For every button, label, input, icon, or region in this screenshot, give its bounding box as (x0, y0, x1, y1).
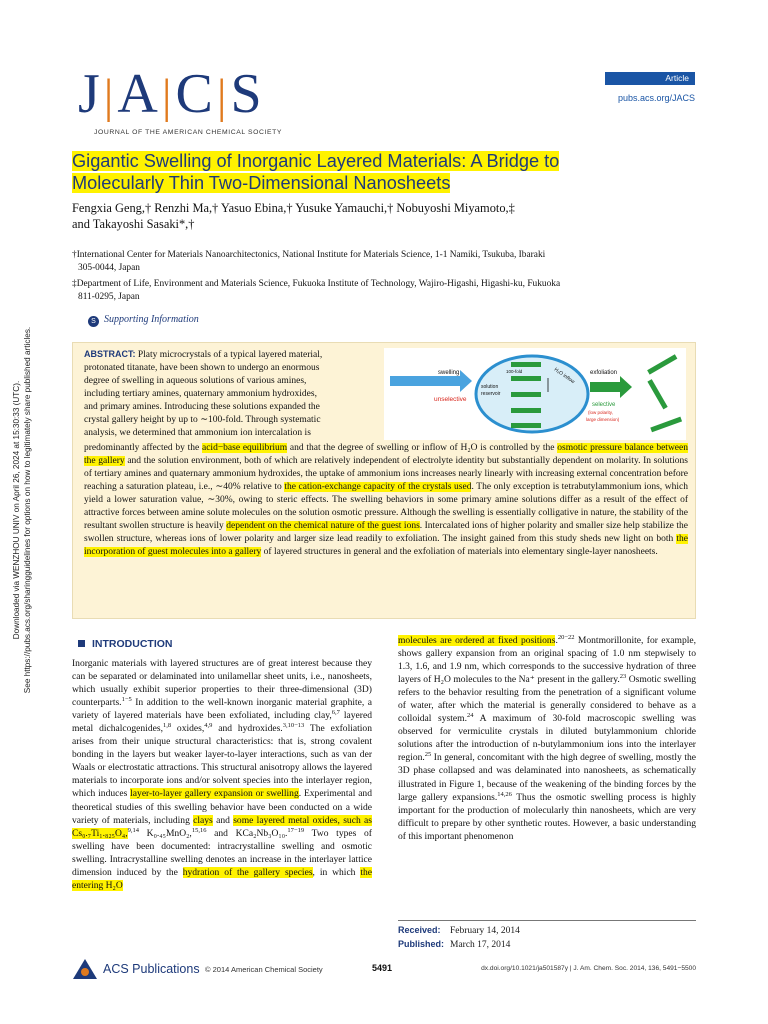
citation[interactable]: 20−22 (557, 633, 575, 641)
body-text: Thus the osmotic swelling process is highly important for the production of molecularly thin nanosheets, which are very difficult to prepare by other synthetic routes. However, a basic understanding of this important phenomenon (398, 791, 696, 842)
body-text: and (212, 814, 234, 826)
citation[interactable]: 1,8 (162, 722, 172, 730)
acs-emblem-icon (72, 958, 98, 980)
body-highlight: clays (193, 814, 213, 826)
body-text: A maximum of 30-fold macroscopic swelling was observed for vermiculite crystals in diluted butylammonium chloride solutions after the introduction of n-butylammonium ions into the interlayer region. (398, 713, 696, 764)
logo-subtitle: JOURNAL OF THE AMERICAN CHEMICAL SOCIETY (94, 129, 283, 136)
download-note (6, 310, 38, 710)
abstract-line: crystal gallery height by up to ∼100-fold. Through systematic (84, 415, 321, 426)
article-title (72, 150, 672, 194)
body-text: In addition to the well-known inorganic material graphite, a variety of layered materials have been exfoliated, including clay, (72, 697, 372, 722)
body-text: Two types of swelling have been documented: intracrystalline swelling and osmotic swelling. Intracrystalline swelling denotes an increase in the interlayer lattice dimension induced by the (72, 827, 372, 878)
nanosheet (511, 423, 541, 428)
body-text: Osmotic swelling refers to the behavior resulting from the penetration of a significant volume of water, after which the material is generally considered to behave as a colloidal system. (398, 674, 696, 725)
citation[interactable]: 23 (619, 672, 627, 680)
body-text: Inorganic materials with layered structures are of great interest because they can be separated or delaminated into unilamellar sheet units, i.e., nanosheets, which usually exhibit superior properties to their three-dimensional (3D) counterparts. (72, 658, 372, 709)
supporting-info-icon: S (88, 316, 99, 327)
nanosheet (511, 392, 541, 397)
body-highlight: layer-to-layer gallery expansion or swelling (130, 788, 299, 800)
citation[interactable]: 24 (466, 712, 474, 720)
body-text: , in which (312, 866, 361, 878)
abstract-line: protonated titanate, have been shown to undergo an enormous (84, 363, 320, 374)
abstract-highlight: the cation-exchange capacity of the crystals used (284, 482, 472, 493)
toc-unselective-label: unselective (434, 396, 467, 403)
abstract-text: and that the degree of swelling or inflow of H₂O is controlled by the (287, 443, 558, 453)
toc-selective-label: selective (592, 402, 616, 408)
body-text: The exfoliation arises from their unique structural characteristics: that is, strong covalent bonding in the layers but weaker layer-to-layer interactions, such as van der Waals or electrostatic attractions. This structural anisotropy allows the layered materials to incorporate ions and/or solvent species into the interlayer region, which induces (72, 723, 372, 800)
author-list (72, 200, 692, 232)
affiliation-1-line2: 305-0044, Japan (78, 262, 140, 273)
toc-swelling-label: swelling (438, 370, 460, 376)
journal-link[interactable]: pubs.acs.org/JACS (617, 93, 695, 103)
abstract-line: degree of swelling in aqueous solutions of various amines, (84, 376, 307, 387)
abstract-highlight: the incorporation of guest molecules into a gallery (84, 534, 688, 558)
abstract-text: and the solution environment, both of which are relatively independent of electrolyte identity but substantially dependent on molarity. In solutions of tertiary amines and quaternary ammonium hydroxides, the uptake of ammonium ions increases nearly linearly with increasing external concentration before reaching a saturation plateau, i.e., ∼40% relative to (84, 456, 688, 493)
citation[interactable]: 25 (424, 751, 432, 759)
abstract-text: predominantly affected by the (84, 443, 202, 453)
abstract-line: including tertiary amines, quaternary ammonium hydroxides, (84, 389, 317, 400)
body-text: layered metal dichalcogenides, (72, 710, 372, 735)
body-text: Montmorillonite, for example, shows gallery expansion from an original spacing of 1.0 nm stepwisely to 1.3, 1.6, and 1.9 nm, which corresponds to the successive hydration of three layers of H₂O molecules to the Na⁺ present in the gallery. (398, 635, 697, 686)
citation[interactable]: 6,7 (331, 709, 340, 717)
affiliation-2-line1: ‡Department of Life, Environment and Materials Science, Fukuoka Institute of Technology, Wajiro-Higashi, Higashi-ku, Fukuoka (72, 279, 561, 289)
toc-reservoir-label: reservoir (481, 391, 501, 397)
authors-line2: and Takayoshi Sasaki*,† (72, 217, 195, 231)
logo-letter-s: S (230, 63, 264, 125)
affiliation-2-line2: 811-0295, Japan (78, 291, 140, 302)
copyright: © 2014 American Chemical Society (205, 965, 323, 974)
title-line1: Gigantic Swelling of Inorganic Layered Materials: A Bridge to (72, 151, 560, 171)
body-text: K₀.₄₅MnO₂, (138, 827, 192, 839)
download-note-line2[interactable]: See https://pubs.acs.org/sharingguidelines for options on how to legitimately share published articles. (23, 326, 32, 694)
article-dates (398, 920, 696, 952)
download-note-line1: Downloaded via WENZHOU UNIV on April 26, 2024 at 15:30:33 (UTC). (12, 380, 21, 640)
abstract-top (84, 348, 384, 440)
nanosheet (511, 376, 541, 381)
authors-line1: Fengxia Geng,† Renzhi Ma,† Yasuo Ebina,† Yusuke Yamauchi,† Nobuyoshi Miyamoto,‡ (72, 201, 515, 215)
citation[interactable]: 1−5 (121, 695, 132, 703)
body-text: and hydroxides. (212, 723, 283, 735)
intro-right-column: molecules are ordered at fixed positions.$^{20-22}$ Montmorillonite, for example, shows gallery expansion from an original spacing of 1.0 nm stepwisely to 1.3, 1.6, and 1.9 nm, which corresponds to the successive hydration of three layers of H₂O molecules to the Na⁺ present in the gallery.$^{23}$ Osmotic swelling refers to the behavior resulting from the penetration of a significant volume of water, after which the material is generally considered to behave as a colloidal system.$^{24}$ A maximum of 30-fold macroscopic swelling was observed for vermiculite crystals in diluted butylammonium chloride solutions after the introduction of n-butylammonium ions into the interlayer region.$^{25}$ In general, concomitant with the high degree of swelling, mostly the 3D phase collapsed and was delaminated into nanosheets, as schematically illustrated in Figure 1, because of the weakening of the binding forces by the large gallery expansions.$^{14,26}$ Thus the osmotic swelling process is highly important for the production of molecularly thin nanosheets, which are very difficult to prepare by other synthetic routes. However, a basic understanding of this important phenomenon (398, 633, 697, 842)
citation[interactable]: 9,14 (127, 826, 139, 834)
logo-letter-j: J (78, 63, 102, 125)
abstract-text: . Intercalated ions of higher polarity and smaller size help stabilize the swollen structure, whereas ions of lower polarity and larger size lead readily to exfoliation. The insight gained from this study sheds new light on both (84, 521, 688, 545)
body-highlight: hydration of the gallery species (182, 866, 313, 878)
citation[interactable]: 3,10−13 (282, 722, 305, 730)
acs-publications-text: ACS Publications (103, 962, 200, 976)
body-text: oxides, (171, 723, 205, 735)
abstract-line: analysis, we determined that ammonium ion intercalation is (84, 428, 311, 439)
supporting-information-link[interactable] (88, 314, 199, 327)
body-text: . Experimental and theoretical studies of this swelling behavior have been conducted on a wide variety of materials, including (72, 788, 372, 826)
toc-large-dimension-label: large dimension) (586, 417, 620, 422)
intro-left-column (72, 657, 372, 892)
abstract-line: Platy microcrystals of a typical layered material, (137, 350, 323, 360)
toc-graphic (384, 348, 686, 440)
article-type-badge: Article (605, 72, 695, 85)
body-highlight: molecules are ordered at fixed positions (398, 635, 556, 646)
toc-solution-label: solution (481, 384, 499, 390)
acs-publications-logo (72, 958, 200, 980)
introduction-heading (78, 638, 173, 650)
abstract-highlight: acid−base equilibrium (202, 443, 288, 453)
title-line2: Molecularly Thin Two-Dimensional Nanosheets (72, 173, 451, 193)
citation[interactable]: 14,26 (497, 790, 512, 798)
body-highlight: some layered metal oxides, such as Cs₀.₇Ti₁.₈₂₅O₄, (72, 814, 372, 839)
supporting-info-label: Supporting Information (104, 314, 199, 325)
abstract-line: and primary amines. Introducing these solutions expanded the (84, 402, 320, 413)
nanosheet (511, 408, 541, 413)
doi-citation[interactable]: dx.doi.org/10.1021/ja501587y | J. Am. Chem. Soc. 2014, 136, 5491−5500 (481, 965, 696, 972)
abstract-label: ABSTRACT: (84, 349, 136, 359)
published-date: March 17, 2014 (450, 940, 511, 950)
affiliation-2 (72, 278, 692, 304)
toc-exfoliation-label: exfoliation (590, 370, 618, 376)
citation[interactable]: 15,16 (191, 826, 207, 834)
abstract-highlight: dependent on the chemical nature of the guest ions (226, 521, 420, 532)
section-square-icon (78, 640, 85, 647)
citation[interactable]: 4,9 (204, 722, 213, 730)
affiliation-1-line1: †International Center for Materials Nanoarchitectonics, National Institute for Materials Science, 1-1 Namiki, Tsukuba, Ibaraki (72, 250, 546, 260)
toc-low-polarity-label: (low polarity, (588, 410, 613, 415)
citation[interactable]: 17−19 (287, 826, 305, 834)
toc-fold-label: 100-fold (506, 369, 523, 374)
logo-letter-c: C (175, 63, 215, 125)
body-highlight: the entering H₂O (72, 866, 373, 891)
abstract-body (84, 442, 688, 559)
abstract-highlight: osmotic pressure balance between the gallery (84, 443, 688, 467)
affiliation-1 (72, 249, 692, 275)
body-text: In general, concomitant with the high degree of swelling, mostly the 3D phase collapsed and was delaminated into nanosheets, as schematically illustrated in Figure 1, because of the weakening of the binding forces by the large gallery expansions. (398, 752, 696, 803)
received-date: February 14, 2014 (450, 926, 520, 936)
published-label: Published: (398, 939, 445, 949)
body-text: and KCa₂Nb₃O₁₀. (206, 827, 288, 839)
nanosheet (511, 362, 541, 367)
abstract-text: . The only exception is tetrabutylammonium ions, which yield a lower saturation value, ∼30%, owing to steric effects. The swelling behaviors in some primary amine solutions differ as a result of the effect of attractive forces between amine solute molecules on the solution osmotic pressure. Although the swelling is essentially colligative in nature, the stability of the resultant swollen structure is heavily (84, 482, 688, 532)
jacs-logo: J|A|C|S JOURNAL OF THE AMERICAN CHEMICAL SOCIETY (78, 66, 318, 136)
logo-letter-a: A (117, 63, 160, 125)
abstract-text: of layered structures in general and the exfoliation of materials into elementary single-layer nanosheets. (261, 547, 658, 558)
received-label: Received: (398, 925, 441, 935)
introduction-heading-text: INTRODUCTION (92, 638, 173, 650)
toc-h2o-label: H₂O inflow (552, 366, 576, 386)
page-number: 5491 (372, 963, 393, 973)
